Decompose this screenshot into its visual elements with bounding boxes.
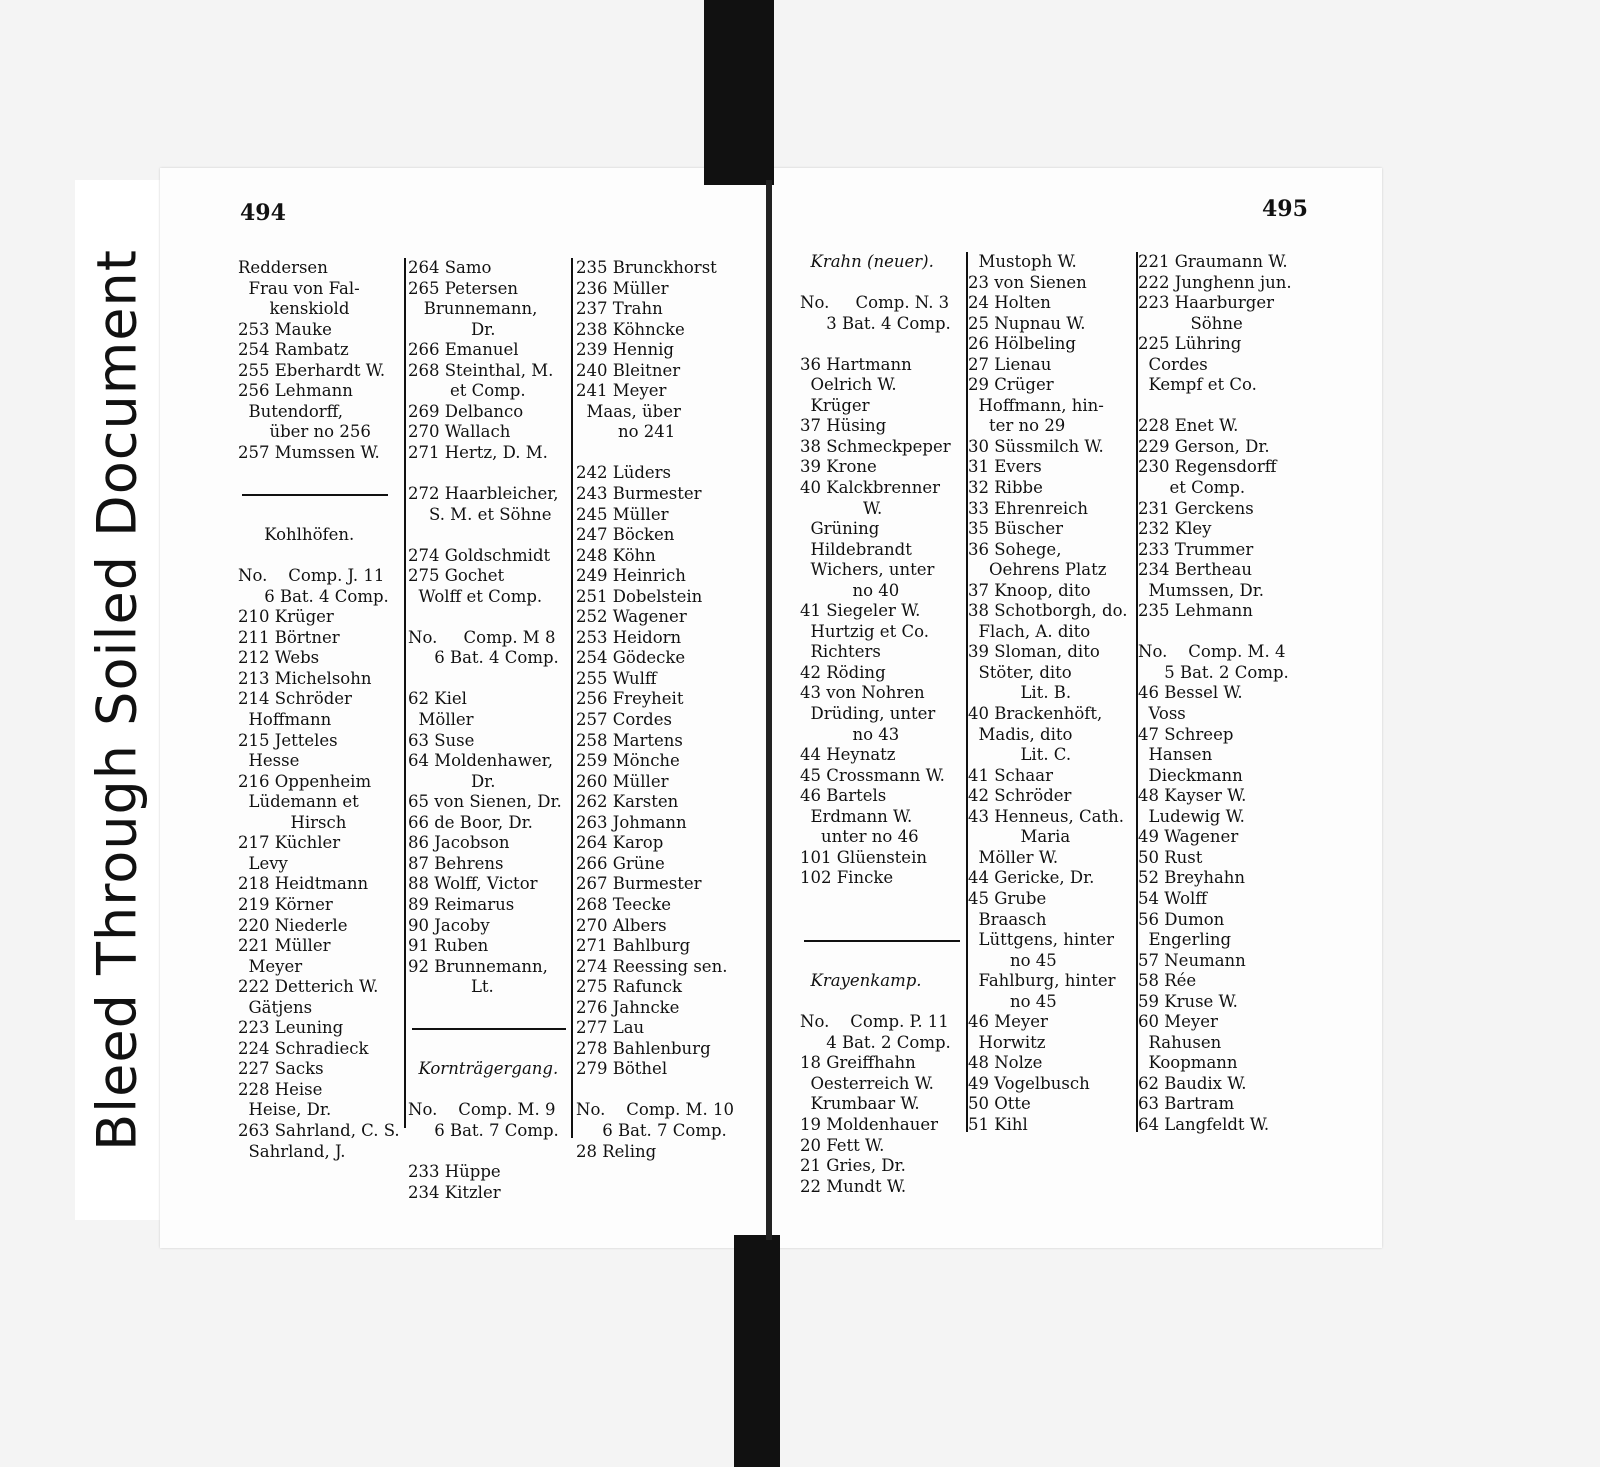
page-number-left: 494 — [240, 200, 286, 226]
entry-line: Kempf et Co. — [1138, 375, 1257, 395]
entry-line: 229 Gerson, Dr. — [1138, 436, 1270, 456]
entry-line: 238 Köhncke — [576, 319, 685, 339]
entry-line: 279 Böthel — [576, 1059, 668, 1079]
entry-line: no 45 — [968, 991, 1057, 1011]
entry-line: Hildebrandt — [800, 539, 912, 559]
entry-line: 240 Bleitner — [576, 360, 681, 380]
entry-line: 231 Gerckens — [1138, 498, 1254, 518]
entry-line: Wichers, unter — [800, 560, 935, 580]
entry-line: 44 Gericke, Dr. — [968, 868, 1095, 888]
entry-line: 259 Mönche — [576, 751, 680, 771]
entry-line — [408, 525, 566, 546]
entry-line: 6 Bat. 7 Comp. — [576, 1120, 727, 1140]
entry-line: Oelrich W. — [800, 375, 897, 395]
entry-line: Drüding, unter — [800, 704, 936, 724]
entry-line: 221 Graumann W. — [1138, 252, 1288, 271]
entry-line: 260 Müller — [576, 771, 669, 791]
entry-line: 48 Kayser W. — [1138, 786, 1247, 806]
entry-line — [800, 992, 960, 1013]
entry-line: no 45 — [968, 950, 1057, 970]
entry-line: 45 Crossmann W. — [800, 765, 945, 785]
entry-line: 40 Kalckbrenner — [800, 478, 941, 498]
entry-line: 23 von Sienen — [968, 272, 1087, 292]
entry-line: Oehrens Platz — [968, 560, 1107, 580]
entry-line: Möller — [408, 710, 474, 730]
entry-line: Lit. C. — [968, 745, 1072, 765]
section-rule — [408, 1018, 566, 1039]
entry-line: 22 Mundt W. — [800, 1176, 907, 1196]
entry-line: Koopmann — [1138, 1053, 1238, 1073]
entry-line: 220 Niederle — [238, 915, 348, 935]
entry-line: 38 Schmeckpeper — [800, 436, 951, 456]
left-column-3 — [576, 258, 738, 1162]
gutter-line — [766, 180, 772, 1240]
left-column-1 — [238, 258, 400, 1162]
entry-line: 234 Kitzler — [408, 1182, 501, 1202]
entry-line: 235 Brunckhorst — [576, 258, 717, 277]
entry-line: 255 Eberhardt W. — [238, 360, 386, 380]
entry-line: 276 Jahncke — [576, 997, 680, 1017]
entry-line: 48 Nolze — [968, 1053, 1043, 1073]
entry-line: 234 Bertheau — [1138, 560, 1253, 580]
entry-line: 228 Enet W. — [1138, 416, 1239, 436]
entry-line: 277 Lau — [576, 1018, 645, 1038]
entry-line: 58 Rée — [1138, 971, 1197, 991]
entry-line — [800, 334, 960, 355]
gutter-top — [704, 0, 774, 185]
entry-line: 60 Meyer — [1138, 1012, 1218, 1032]
entry-line: Engerling — [1138, 930, 1232, 950]
entry-line: No. Comp. M 8 — [408, 627, 556, 647]
entry-line: Hirsch — [238, 812, 347, 832]
entry-line: 247 Böcken — [576, 525, 675, 545]
entry-line: 90 Jacoby — [408, 915, 490, 935]
entry-line: 237 Trahn — [576, 299, 663, 319]
entry-line: 43 von Nohren — [800, 683, 925, 703]
entry-line: 236 Müller — [576, 278, 669, 298]
entry-line: 248 Köhn — [576, 545, 656, 565]
entry-line: 4 Bat. 2 Comp. — [800, 1032, 951, 1052]
entry-line: Gätjens — [238, 997, 313, 1017]
entry-line: et Comp. — [408, 381, 526, 401]
entry-line: 20 Fett W. — [800, 1135, 885, 1155]
entry-line: ter no 29 — [968, 416, 1066, 436]
entry-line: 37 Knoop, dito — [968, 580, 1091, 600]
entry-line: 253 Mauke — [238, 319, 332, 339]
entry-line — [408, 1039, 566, 1060]
entry-line: 65 von Sienen, Dr. — [408, 792, 562, 812]
entry-line: Kornträgergang. — [408, 1059, 559, 1079]
entry-line: 216 Oppenheim — [238, 771, 372, 791]
entry-line: Levy — [238, 853, 288, 873]
entry-line — [800, 889, 960, 910]
entry-line — [408, 463, 566, 484]
right-column-2 — [968, 252, 1132, 1136]
entry-line: 19 Moldenhauer — [800, 1114, 939, 1134]
entry-line: 256 Freyheit — [576, 689, 684, 709]
entry-line: Hurtzig et Co. — [800, 621, 929, 641]
entry-line: 278 Bahlenburg — [576, 1038, 711, 1058]
section-rule — [800, 930, 960, 951]
entry-line: 6 Bat. 4 Comp. — [408, 648, 559, 668]
entry-line: 101 Glüenstein — [800, 847, 927, 867]
entry-line: Sahrland, J. — [238, 1141, 346, 1161]
entry-line: 222 Detterich W. — [238, 977, 379, 997]
entry-line: 31 Evers — [968, 457, 1042, 477]
entry-line: No. Comp. M. 4 — [1138, 642, 1286, 662]
entry-line: no 40 — [800, 580, 900, 600]
entry-line: Lit. B. — [968, 683, 1072, 703]
entry-line — [576, 443, 738, 464]
entry-line: 233 Trummer — [1138, 539, 1254, 559]
entry-line: Hoffmann — [238, 710, 332, 730]
entry-line: 257 Mumssen W. — [238, 442, 380, 462]
entry-line: W. — [800, 498, 883, 518]
entry-line: 54 Wolff — [1138, 888, 1208, 908]
gutter-bottom — [734, 1235, 780, 1467]
entry-line: 272 Haarbleicher, — [408, 484, 559, 504]
entry-line: 87 Behrens — [408, 853, 504, 873]
entry-line: 39 Krone — [800, 457, 877, 477]
entry-line: 257 Cordes — [576, 710, 672, 730]
entry-line: Hoffmann, hin- — [968, 395, 1104, 415]
entry-line: 252 Wagener — [576, 607, 687, 627]
entry-line — [408, 998, 566, 1019]
entry-line — [408, 669, 566, 690]
entry-line: 269 Delbanco — [408, 401, 524, 421]
entry-line: Richters — [800, 642, 881, 662]
entry-line: 50 Otte — [968, 1094, 1031, 1114]
entry-line: 92 Brunnemann, — [408, 956, 548, 976]
entry-line: 267 Burmester — [576, 874, 702, 894]
entry-line — [238, 463, 388, 484]
entry-line: Lüttgens, hinter — [968, 930, 1115, 950]
entry-line: 266 Emanuel — [408, 340, 519, 360]
entry-line: 212 Webs — [238, 648, 320, 668]
entry-line: 271 Bahlburg — [576, 936, 691, 956]
column-divider — [571, 258, 573, 1138]
entry-line: S. M. et Söhne — [408, 504, 552, 524]
entry-line: 270 Wallach — [408, 422, 511, 442]
entry-line — [576, 1080, 738, 1101]
entry-line: Grüning — [800, 519, 880, 539]
entry-line: Voss — [1138, 704, 1186, 724]
entry-line: 266 Grüne — [576, 853, 665, 873]
entry-line: 218 Heidtmann — [238, 874, 369, 894]
entry-line: 249 Heinrich — [576, 566, 686, 586]
entry-line: 235 Lehmann — [1138, 601, 1253, 621]
entry-line: No. Comp. J. 11 — [238, 566, 385, 586]
entry-line — [238, 546, 388, 567]
entry-line: 36 Hartmann — [800, 354, 912, 374]
entry-line: 224 Schradieck — [238, 1038, 369, 1058]
entry-line: Cordes — [1138, 354, 1208, 374]
right-column-3 — [1138, 252, 1308, 1136]
entry-line: No. Comp. M. 9 — [408, 1100, 556, 1120]
entry-line: Braasch — [968, 909, 1047, 929]
entry-line: Söhne — [1138, 313, 1243, 333]
entry-line: 271 Hertz, D. M. — [408, 442, 548, 462]
left-column-2 — [408, 258, 566, 1203]
entry-line — [1138, 622, 1308, 643]
entry-line: 275 Rafunck — [576, 977, 682, 997]
entry-line: 263 Johmann — [576, 812, 687, 832]
entry-line: 91 Ruben — [408, 936, 489, 956]
side-label-text: Bleed Through Soiled Document — [85, 249, 149, 1151]
entry-line: 274 Reessing sen. — [576, 956, 728, 976]
entry-line: No. Comp. M. 10 — [576, 1100, 734, 1120]
entry-line: 42 Schröder — [968, 786, 1072, 806]
entry-line — [800, 273, 960, 294]
entry-line: 242 Lüders — [576, 463, 672, 483]
entry-line: 52 Breyhahn — [1138, 868, 1246, 888]
entry-line — [408, 607, 566, 628]
entry-line: Dr. — [408, 319, 496, 339]
entry-line: 50 Rust — [1138, 847, 1203, 867]
entry-line: 64 Moldenhawer, — [408, 751, 553, 771]
entry-line: 221 Müller — [238, 936, 331, 956]
entry-line: Oesterreich W. — [800, 1073, 934, 1093]
entry-line: Heise, Dr. — [238, 1100, 332, 1120]
entry-line — [238, 505, 388, 526]
entry-line: 51 Kihl — [968, 1114, 1028, 1134]
entry-line: 86 Jacobson — [408, 833, 510, 853]
entry-line: 251 Dobelstein — [576, 586, 703, 606]
entry-line — [408, 1142, 566, 1163]
entry-line: 264 Samo — [408, 258, 492, 277]
entry-line: 41 Schaar — [968, 765, 1053, 785]
entry-line: Hansen — [1138, 745, 1213, 765]
entry-line: 62 Baudix W. — [1138, 1073, 1247, 1093]
entry-line: Krumbaar W. — [800, 1094, 920, 1114]
entry-line: 30 Süssmilch W. — [968, 436, 1104, 456]
entry-line: Maria — [968, 827, 1071, 847]
entry-line: Dieckmann — [1138, 765, 1243, 785]
page-number-right: 495 — [1262, 196, 1308, 222]
entry-line: 211 Börtner — [238, 627, 340, 647]
entry-line: 49 Vogelbusch — [968, 1073, 1090, 1093]
entry-line: Hesse — [238, 751, 300, 771]
entry-line: Brunnemann, — [408, 299, 538, 319]
entry-line — [408, 1080, 566, 1101]
entry-line: 64 Langfeldt W. — [1138, 1114, 1270, 1134]
entry-line: 243 Burmester — [576, 484, 702, 504]
entry-line: 245 Müller — [576, 504, 669, 524]
entry-line: 256 Lehmann — [238, 381, 353, 401]
entry-line: 18 Greiffhahn — [800, 1053, 916, 1073]
entry-line: 262 Karsten — [576, 792, 679, 812]
entry-line: 44 Heynatz — [800, 745, 896, 765]
entry-line: Dr. — [408, 771, 496, 791]
entry-line — [800, 910, 960, 931]
entry-line — [1138, 396, 1308, 417]
entry-line: 225 Lühring — [1138, 334, 1242, 354]
entry-line: 275 Gochet — [408, 566, 505, 586]
entry-line: 254 Rambatz — [238, 340, 349, 360]
entry-line: 33 Ehrenreich — [968, 498, 1088, 518]
entry-line: 28 Reling — [576, 1141, 657, 1161]
entry-line: 21 Gries, Dr. — [800, 1156, 906, 1176]
entry-line: 39 Sloman, dito — [968, 642, 1100, 662]
entry-line: 35 Büscher — [968, 519, 1063, 539]
entry-line: 222 Junghenn jun. — [1138, 272, 1292, 292]
entry-line: Fahlburg, hinter — [968, 971, 1116, 991]
entry-line: Lt. — [408, 977, 494, 997]
entry-line: 36 Sohege, — [968, 539, 1062, 559]
entry-line: 6 Bat. 7 Comp. — [408, 1120, 559, 1140]
entry-line: 210 Krüger — [238, 607, 334, 627]
entry-line: 213 Michelsohn — [238, 668, 372, 688]
entry-line: 239 Hennig — [576, 340, 674, 360]
entry-line: 45 Grube — [968, 888, 1047, 908]
entry-line: 43 Henneus, Cath. — [968, 806, 1124, 826]
entry-line: 258 Martens — [576, 730, 683, 750]
entry-line: Ludewig W. — [1138, 806, 1245, 826]
entry-line: 32 Ribbe — [968, 478, 1043, 498]
entry-line: 40 Brackenhöft, — [968, 704, 1103, 724]
entry-line: 57 Neumann — [1138, 950, 1246, 970]
entry-line: 24 Holten — [968, 293, 1051, 313]
entry-line: et Comp. — [1138, 478, 1246, 498]
entry-line: Butendorff, — [238, 401, 344, 421]
entry-line: kenskiold — [238, 299, 350, 319]
entry-line: 62 Kiel — [408, 689, 467, 709]
entry-line: Möller W. — [968, 847, 1059, 867]
entry-line: 241 Meyer — [576, 381, 667, 401]
entry-line: Rahusen — [1138, 1032, 1222, 1052]
entry-line: 41 Siegeler W. — [800, 601, 921, 621]
entry-line: Meyer — [238, 956, 303, 976]
entry-line: 66 de Boor, Dr. — [408, 812, 533, 832]
entry-line: 56 Dumon — [1138, 909, 1225, 929]
column-divider — [404, 258, 406, 1128]
entry-line: 26 Hölbeling — [968, 334, 1076, 354]
entry-line: 46 Bartels — [800, 786, 887, 806]
entry-line: 230 Regensdorff — [1138, 457, 1277, 477]
entry-line: 42 Röding — [800, 662, 886, 682]
entry-line: 219 Körner — [238, 894, 333, 914]
entry-line: Horwitz — [968, 1032, 1046, 1052]
entry-line: Maas, über — [576, 401, 681, 421]
entry-line — [800, 951, 960, 972]
entry-line: 47 Schreep — [1138, 724, 1234, 744]
entry-line: 223 Leuning — [238, 1018, 344, 1038]
entry-line: Kohlhöfen. — [238, 525, 355, 545]
entry-line: 25 Nupnau W. — [968, 313, 1086, 333]
entry-line: Krüger — [800, 395, 870, 415]
entry-line: Flach, A. dito — [968, 621, 1091, 641]
entry-line: 5 Bat. 2 Comp. — [1138, 662, 1289, 682]
entry-line: 27 Lienau — [968, 354, 1052, 374]
entry-line: 102 Fincke — [800, 868, 894, 888]
entry-line: 263 Sahrland, C. S. — [238, 1120, 400, 1140]
entry-line: über no 256 — [238, 422, 371, 442]
entry-line: 255 Wulff — [576, 668, 657, 688]
entry-line: 63 Suse — [408, 730, 475, 750]
section-rule — [238, 484, 388, 505]
entry-line: 214 Schröder — [238, 689, 352, 709]
entry-line: 49 Wagener — [1138, 827, 1239, 847]
entry-line: 264 Karop — [576, 833, 664, 853]
entry-line: Wolff et Comp. — [408, 586, 543, 606]
entry-line: unter no 46 — [800, 827, 919, 847]
entry-line: Erdmann W. — [800, 806, 913, 826]
entry-line: Lüdemann et — [238, 792, 359, 812]
entry-line: 59 Kruse W. — [1138, 991, 1238, 1011]
right-column-1 — [800, 252, 960, 1197]
entry-line: 215 Jetteles — [238, 730, 338, 750]
entry-line: 89 Reimarus — [408, 894, 515, 914]
entry-line: 254 Gödecke — [576, 648, 686, 668]
entry-line: no 43 — [800, 724, 900, 744]
entry-line: no 241 — [576, 422, 676, 442]
entry-line: No. Comp. N. 3 — [800, 293, 950, 313]
entry-line: 270 Albers — [576, 915, 667, 935]
entry-line: 268 Teecke — [576, 894, 671, 914]
entry-line: Krayenkamp. — [800, 971, 922, 991]
entry-line: No. Comp. P. 11 — [800, 1012, 949, 1032]
entry-line: 228 Heise — [238, 1079, 323, 1099]
entry-line: 232 Kley — [1138, 519, 1212, 539]
entry-line: Krahn (neuer). — [800, 252, 934, 271]
entry-line: 29 Crüger — [968, 375, 1054, 395]
entry-line: Frau von Fal- — [238, 278, 360, 298]
entry-line: 268 Steinthal, M. — [408, 360, 554, 380]
entry-line: Mumssen, Dr. — [1138, 580, 1265, 600]
entry-line: Madis, dito — [968, 724, 1073, 744]
entry-line: Stöter, dito — [968, 662, 1072, 682]
entry-line: Mustoph W. — [968, 252, 1077, 271]
entry-line: 46 Meyer — [968, 1012, 1048, 1032]
entry-line: 233 Hüppe — [408, 1162, 501, 1182]
entry-line: 63 Bartram — [1138, 1094, 1235, 1114]
entry-line: 38 Schotborgh, do. — [968, 601, 1128, 621]
entry-line: 253 Heidorn — [576, 627, 682, 647]
entry-line: 3 Bat. 4 Comp. — [800, 313, 951, 333]
entry-line: 265 Petersen — [408, 278, 519, 298]
entry-line: 227 Sacks — [238, 1059, 324, 1079]
entry-line: 46 Bessel W. — [1138, 683, 1243, 703]
entry-line: 217 Küchler — [238, 833, 341, 853]
entry-line: 37 Hüsing — [800, 416, 887, 436]
entry-line: 274 Goldschmidt — [408, 545, 551, 565]
entry-line: 6 Bat. 4 Comp. — [238, 586, 389, 606]
entry-line: 88 Wolff, Victor — [408, 874, 538, 894]
side-label — [75, 180, 160, 1220]
entry-line: Reddersen — [238, 258, 328, 277]
entry-line: 223 Haarburger — [1138, 293, 1274, 313]
